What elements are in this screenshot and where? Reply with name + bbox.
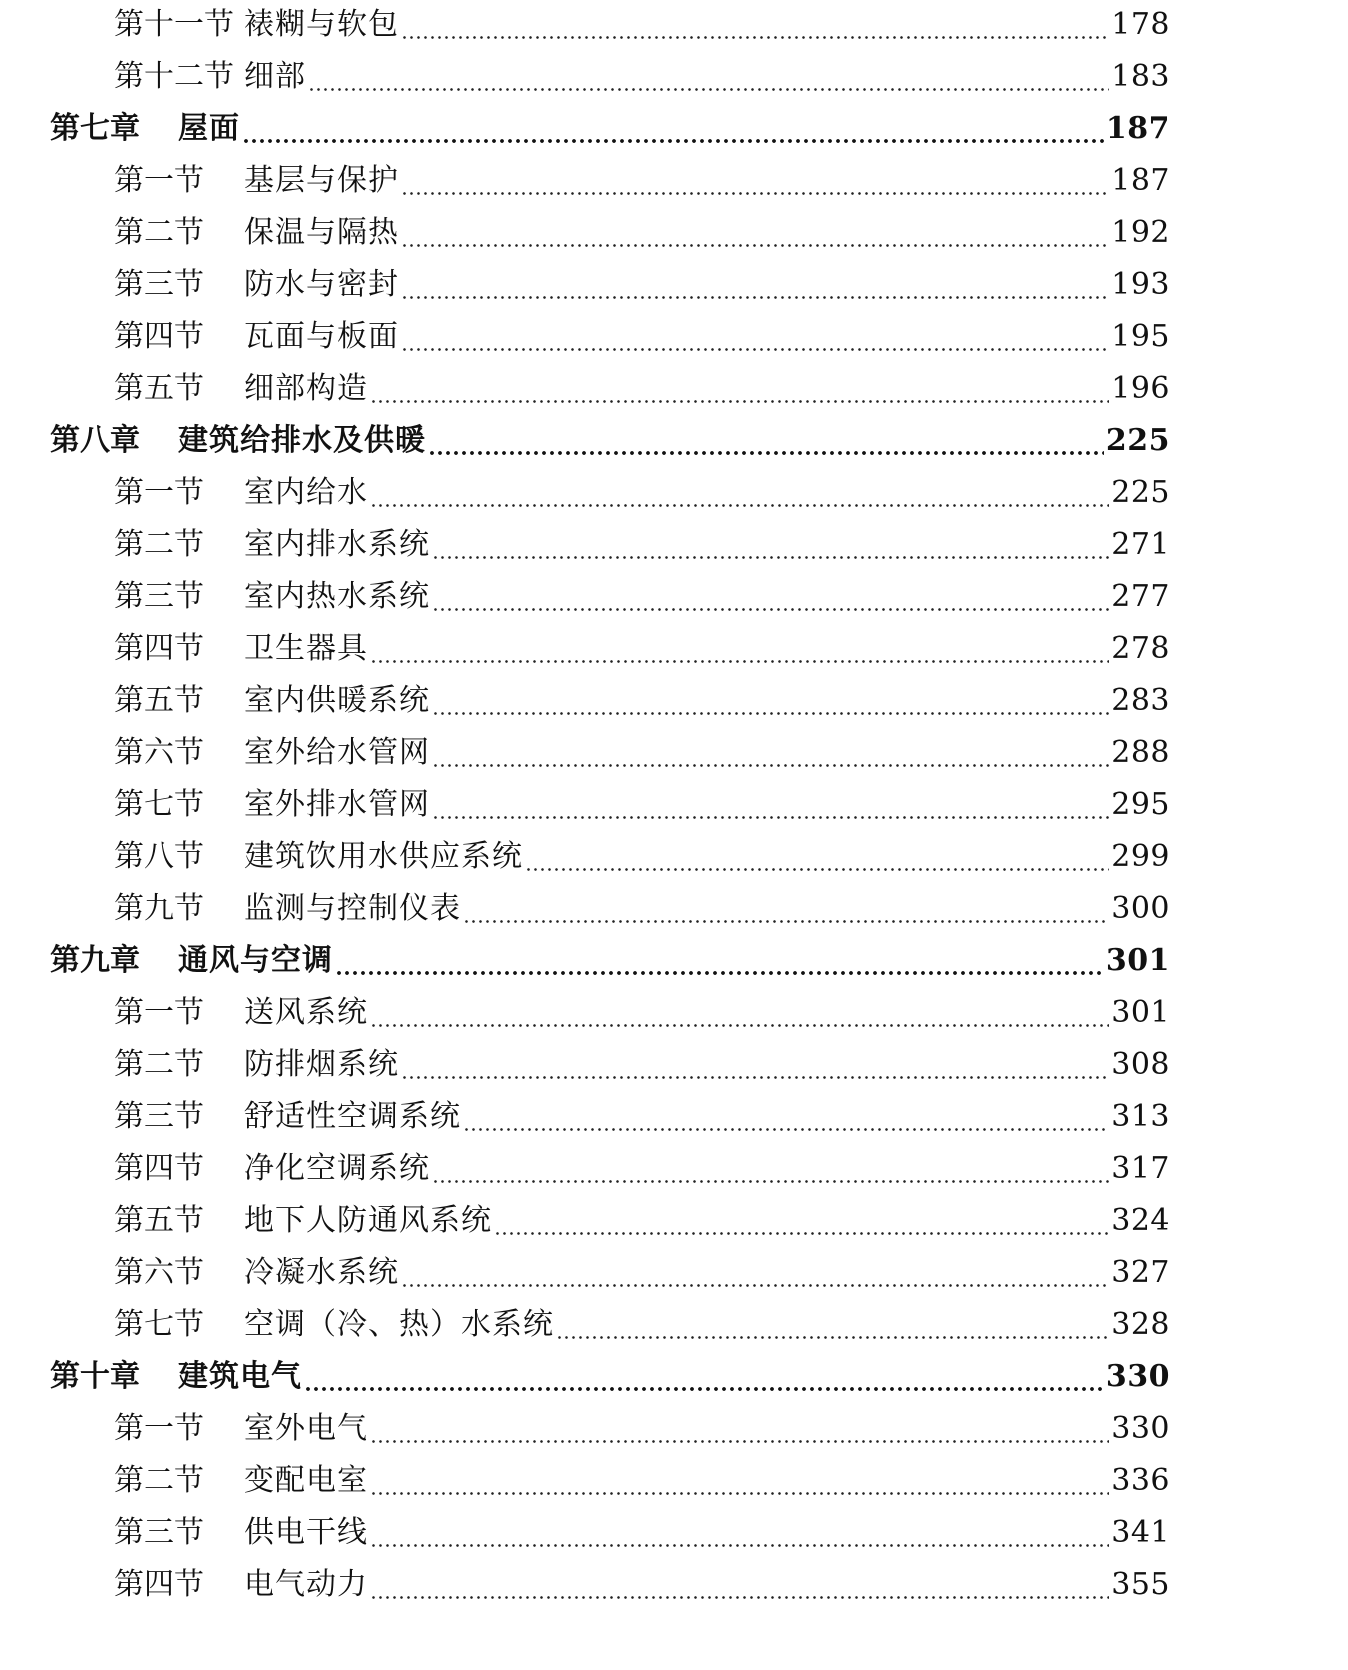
toc-entry[interactable]: [114, 1038, 1170, 1092]
dot-leader: [242, 102, 1104, 156]
toc-section-label: 第一节: [114, 475, 204, 510]
toc-title: 室外电气: [244, 1411, 368, 1446]
toc-chapter-label: 第八章: [50, 423, 140, 458]
toc-page-number: 225: [1111, 475, 1170, 510]
toc-title: 室内热水系统: [244, 579, 430, 614]
toc-title: 舒适性空调系统: [244, 1099, 461, 1134]
toc-page-number: 341: [1111, 1515, 1170, 1550]
toc-section-label: 第二节: [114, 1047, 204, 1082]
toc-section-label: 第三节: [114, 579, 204, 614]
toc-section-label: 第三节: [114, 267, 204, 302]
toc-section-label: 第五节: [114, 371, 204, 406]
toc-page-number: 196: [1111, 371, 1170, 406]
toc-entry[interactable]: [114, 310, 1170, 364]
toc-section-label: 第二节: [114, 527, 204, 562]
toc-section-label: 第八节: [114, 839, 204, 874]
toc-page-number: 299: [1111, 839, 1170, 874]
toc-section-label: 第十二节: [114, 59, 234, 94]
toc-title: 防水与密封: [244, 267, 399, 302]
toc-entry[interactable]: [114, 154, 1170, 208]
dot-leader: [494, 1194, 1109, 1248]
toc-chapter-title: 建筑电气: [178, 1359, 302, 1394]
toc-title: 室外排水管网: [244, 787, 430, 822]
toc-page-number: 195: [1111, 319, 1170, 354]
toc-entry[interactable]: [114, 1454, 1170, 1508]
dot-leader: [308, 50, 1109, 104]
toc-section-label: 第五节: [114, 1203, 204, 1238]
dot-leader: [463, 1090, 1109, 1144]
toc-page-number: 301: [1111, 995, 1170, 1030]
toc-page-number: 178: [1111, 7, 1170, 42]
toc-page-number: 317: [1111, 1151, 1170, 1186]
toc-section-label: 第九节: [114, 891, 204, 926]
toc-page-number: 324: [1111, 1203, 1170, 1238]
toc-chapter-entry[interactable]: [50, 1350, 1170, 1404]
toc-title: 防排烟系统: [244, 1047, 399, 1082]
toc-page-number: 288: [1111, 735, 1170, 770]
toc-page-number: 301: [1105, 943, 1170, 978]
toc-section-label: 第六节: [114, 735, 204, 770]
dot-leader: [432, 778, 1109, 832]
toc-page-number: 192: [1111, 215, 1170, 250]
toc-section-label: 第一节: [114, 163, 204, 198]
dot-leader: [370, 1454, 1109, 1508]
dot-leader: [432, 518, 1109, 572]
toc-page-number: 187: [1105, 111, 1170, 146]
toc-page-number: 193: [1111, 267, 1170, 302]
toc-section-label: 第十一节: [114, 7, 234, 42]
toc-page-number: 330: [1105, 1359, 1170, 1394]
toc-entry[interactable]: [114, 50, 1170, 104]
toc-entry[interactable]: [114, 986, 1170, 1040]
dot-leader: [370, 986, 1109, 1040]
toc-title: 室内排水系统: [244, 527, 430, 562]
toc-page-number: 271: [1111, 527, 1170, 562]
toc-title: 保温与隔热: [244, 215, 399, 250]
toc-section-label: 第七节: [114, 1307, 204, 1342]
toc-chapter-entry[interactable]: [50, 102, 1170, 156]
toc-page-number: 295: [1111, 787, 1170, 822]
toc-entry[interactable]: [114, 622, 1170, 676]
toc-title: 净化空调系统: [244, 1151, 430, 1186]
toc-title: 细部: [244, 59, 306, 94]
toc-chapter-title: 建筑给排水及供暖: [178, 423, 426, 458]
toc-title: 室内给水: [244, 475, 368, 510]
toc-section-label: 第四节: [114, 631, 204, 666]
toc-section-label: 第四节: [114, 1567, 204, 1602]
toc-page-number: 330: [1111, 1411, 1170, 1446]
toc-entry[interactable]: [114, 362, 1170, 416]
dot-leader: [432, 674, 1109, 728]
dot-leader: [432, 726, 1109, 780]
toc-title: 卫生器具: [244, 631, 368, 666]
toc-section-label: 第七节: [114, 787, 204, 822]
toc-chapter-label: 第十章: [50, 1359, 140, 1394]
toc-title: 室外给水管网: [244, 735, 430, 770]
dot-leader: [401, 154, 1109, 208]
dot-leader: [525, 830, 1109, 884]
toc-section-label: 第一节: [114, 995, 204, 1030]
toc-entry[interactable]: [114, 1558, 1170, 1612]
dot-leader: [370, 362, 1109, 416]
toc-title: 细部构造: [244, 371, 368, 406]
toc-entry[interactable]: [114, 1506, 1170, 1560]
toc-page-number: 278: [1111, 631, 1170, 666]
toc-title: 监测与控制仪表: [244, 891, 461, 926]
dot-leader: [463, 882, 1109, 936]
dot-leader: [401, 258, 1109, 312]
dot-leader: [370, 1402, 1109, 1456]
toc-page-number: 328: [1111, 1307, 1170, 1342]
toc-page-number: 283: [1111, 683, 1170, 718]
dot-leader: [370, 1506, 1109, 1560]
toc-entry[interactable]: [114, 726, 1170, 780]
toc-page-number: 313: [1111, 1099, 1170, 1134]
toc-entry[interactable]: [114, 830, 1170, 884]
toc-section-label: 第三节: [114, 1515, 204, 1550]
toc-section-label: 第四节: [114, 1151, 204, 1186]
toc-chapter-entry[interactable]: [50, 414, 1170, 468]
dot-leader: [370, 466, 1109, 520]
toc-section-label: 第二节: [114, 215, 204, 250]
toc-title: 基层与保护: [244, 163, 399, 198]
toc-page-number: 308: [1111, 1047, 1170, 1082]
toc-section-label: 第一节: [114, 1411, 204, 1446]
toc-chapter-title: 通风与空调: [178, 943, 333, 978]
toc-page-number: 187: [1111, 163, 1170, 198]
toc-entry[interactable]: [114, 1142, 1170, 1196]
toc-section-label: 第三节: [114, 1099, 204, 1134]
toc-entry[interactable]: [114, 206, 1170, 260]
dot-leader: [432, 570, 1109, 624]
toc-title: 电气动力: [244, 1567, 368, 1602]
dot-leader: [335, 934, 1104, 988]
toc-entry[interactable]: [114, 778, 1170, 832]
toc-entry[interactable]: [114, 1194, 1170, 1248]
toc-chapter-label: 第九章: [50, 943, 140, 978]
toc-title: 变配电室: [244, 1463, 368, 1498]
dot-leader: [401, 0, 1109, 52]
toc-entry[interactable]: [114, 1298, 1170, 1352]
toc-page-number: 355: [1111, 1567, 1170, 1602]
toc-page-number: 225: [1105, 423, 1170, 458]
toc-entry[interactable]: [114, 518, 1170, 572]
toc-title: 供电干线: [244, 1515, 368, 1550]
toc-entry[interactable]: [114, 882, 1170, 936]
dot-leader: [556, 1298, 1109, 1352]
toc-page-number: 277: [1111, 579, 1170, 614]
toc-title: 空调（冷、热）水系统: [244, 1307, 554, 1342]
toc-title: 瓦面与板面: [244, 319, 399, 354]
toc-title: 室内供暖系统: [244, 683, 430, 718]
dot-leader: [428, 414, 1104, 468]
toc-section-label: 第六节: [114, 1255, 204, 1290]
dot-leader: [401, 1246, 1109, 1300]
toc-title: 冷凝水系统: [244, 1255, 399, 1290]
toc-page-number: 327: [1111, 1255, 1170, 1290]
dot-leader: [304, 1350, 1104, 1404]
dot-leader: [401, 310, 1109, 364]
toc-section-label: 第五节: [114, 683, 204, 718]
toc-title: 地下人防通风系统: [244, 1203, 492, 1238]
toc-chapter-entry[interactable]: [50, 934, 1170, 988]
toc-page-number: 183: [1111, 59, 1170, 94]
toc-chapter-label: 第七章: [50, 111, 140, 146]
toc-entry[interactable]: [114, 0, 1170, 52]
toc-title: 送风系统: [244, 995, 368, 1030]
toc-entry[interactable]: [114, 1090, 1170, 1144]
toc-page-number: 300: [1111, 891, 1170, 926]
dot-leader: [370, 1558, 1109, 1612]
toc-title: 建筑饮用水供应系统: [244, 839, 523, 874]
toc-entry[interactable]: [114, 258, 1170, 312]
dot-leader: [370, 622, 1109, 676]
toc-entry[interactable]: [114, 1246, 1170, 1300]
toc-page-number: 336: [1111, 1463, 1170, 1498]
dot-leader: [401, 206, 1109, 260]
toc-entry[interactable]: [114, 1402, 1170, 1456]
toc-title: 裱糊与软包: [244, 7, 399, 42]
toc-section-label: 第四节: [114, 319, 204, 354]
toc-chapter-title: 屋面: [178, 111, 240, 146]
dot-leader: [401, 1038, 1109, 1092]
toc-section-label: 第二节: [114, 1463, 204, 1498]
dot-leader: [432, 1142, 1109, 1196]
toc-entry[interactable]: [114, 570, 1170, 624]
toc-entry[interactable]: [114, 466, 1170, 520]
toc-entry[interactable]: [114, 674, 1170, 728]
